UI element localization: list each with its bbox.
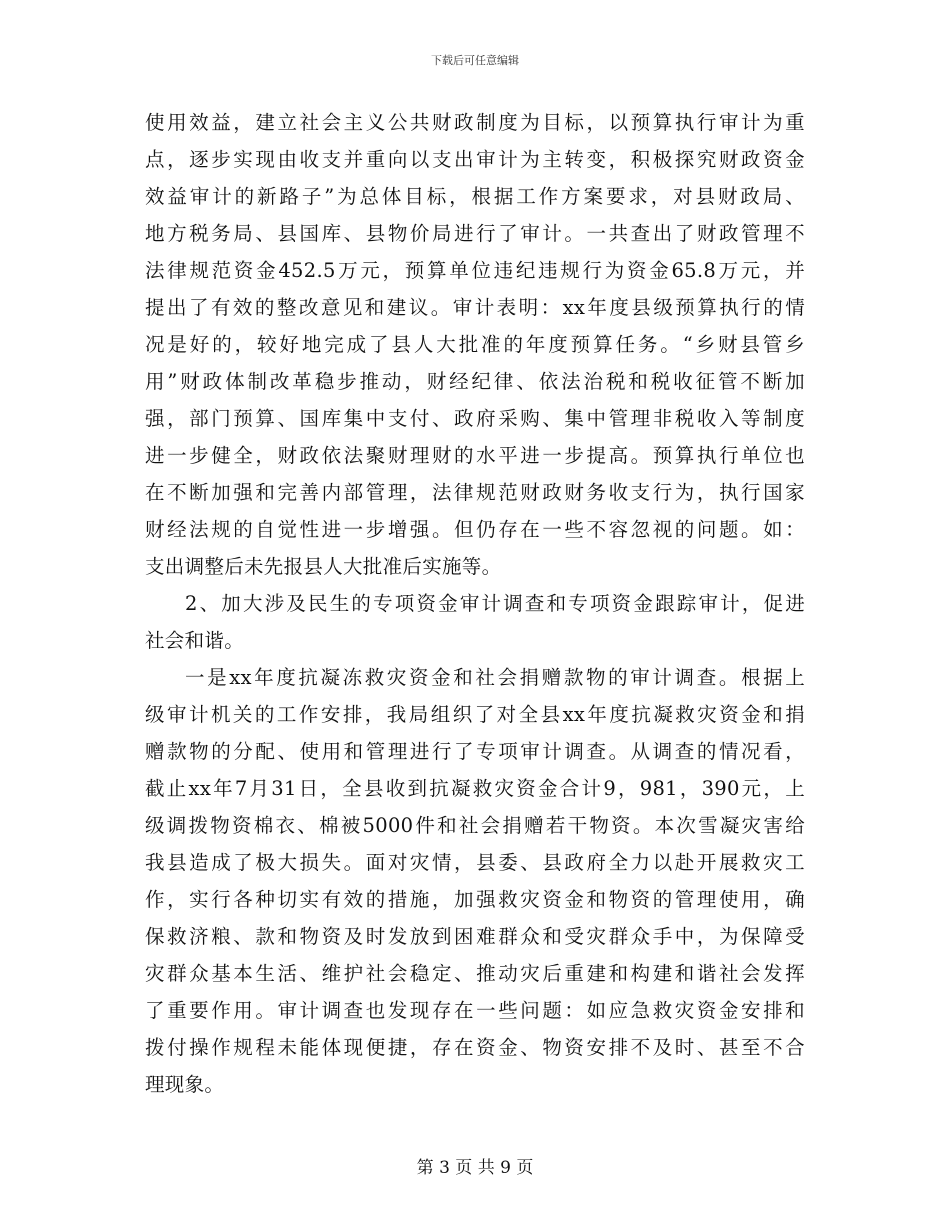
body-line: 支出调整后未先报县人大批准后实施等。 [145, 555, 502, 578]
document-body [145, 104, 805, 1103]
body-line: 地方税务局、县国库、县物价局进行了审计。一共查出了财政管理不 [145, 222, 805, 245]
body-line: 截止xx年7月31日，全县收到抗凝救灾资金合计9，981，390元，上 [145, 777, 805, 800]
body-line: 在不断加强和完善内部管理，法律规范财政财务收支行为，执行国家 [145, 481, 805, 504]
body-line: 效益审计的新路子”为总体目标，根据工作方案要求，对县财政局、 [145, 185, 805, 208]
body-line: 财经法规的自觉性进一步增强。但仍存在一些不容忽视的问题。如： [145, 518, 805, 541]
body-line: 拨付操作规程未能体现便捷，存在资金、物资安排不及时、甚至不合 [145, 1036, 805, 1059]
body-line: 进一步健全，财政依法聚财理财的水平进一步提高。预算执行单位也 [145, 444, 805, 467]
body-line: 我县造成了极大损失。面对灾情，县委、县政府全力以赴开展救灾工 [145, 851, 805, 874]
body-line: 强，部门预算、国库集中支付、政府采购、集中管理非税收入等制度 [145, 407, 805, 430]
body-line: 提出了有效的整改意见和建议。审计表明：xx年度县级预算执行的情 [145, 296, 805, 319]
body-line: 用”财政体制改革稳步推动，财经纪律、依法治税和税收征管不断加 [145, 370, 805, 393]
body-line: 灾群众基本生活、维护社会稳定、推动灾后重建和构建和谐社会发挥 [145, 962, 805, 985]
body-line: 使用效益，建立社会主义公共财政制度为目标，以预算执行审计为重 [145, 111, 805, 134]
body-line: 级调拨物资棉衣、棉被5000件和社会捐赠若干物资。本次雪凝灾害给 [145, 814, 805, 837]
body-line: 赠款物的分配、使用和管理进行了专项审计调查。从调查的情况看， [145, 740, 805, 763]
body-line: 级审计机关的工作安排，我局组织了对全县xx年度抗凝救灾资金和捐 [145, 703, 805, 726]
body-line: 社会和谐。 [145, 629, 245, 652]
body-line: 作，实行各种切实有效的措施，加强救灾资金和物资的管理使用，确 [145, 888, 805, 911]
page-footer: 第 3 页 共 9 页 [416, 1158, 534, 1178]
body-line: 理现象。 [145, 1073, 225, 1096]
body-line: 法律规范资金452.5万元，预算单位违纪违规行为资金65.8万元，并 [145, 259, 805, 282]
body-line: 了重要作用。审计调查也发现存在一些问题：如应急救灾资金安排和 [145, 999, 805, 1022]
body-line: 一是xx年度抗凝冻救灾资金和社会捐赠款物的审计调查。根据上 [185, 666, 805, 689]
body-line: 点，逐步实现由收支并重向以支出审计为主转变，积极探究财政资金 [145, 148, 805, 171]
body-line: 况是好的，较好地完成了县人大批准的年度预算任务。“乡财县管乡 [145, 333, 805, 356]
body-line: 保救济粮、款和物资及时发放到困难群众和受灾群众手中，为保障受 [145, 925, 805, 948]
body-line: 2、加大涉及民生的专项资金审计调查和专项资金跟踪审计，促进 [185, 592, 805, 615]
page-header: 下载后可任意编辑 [431, 54, 519, 67]
